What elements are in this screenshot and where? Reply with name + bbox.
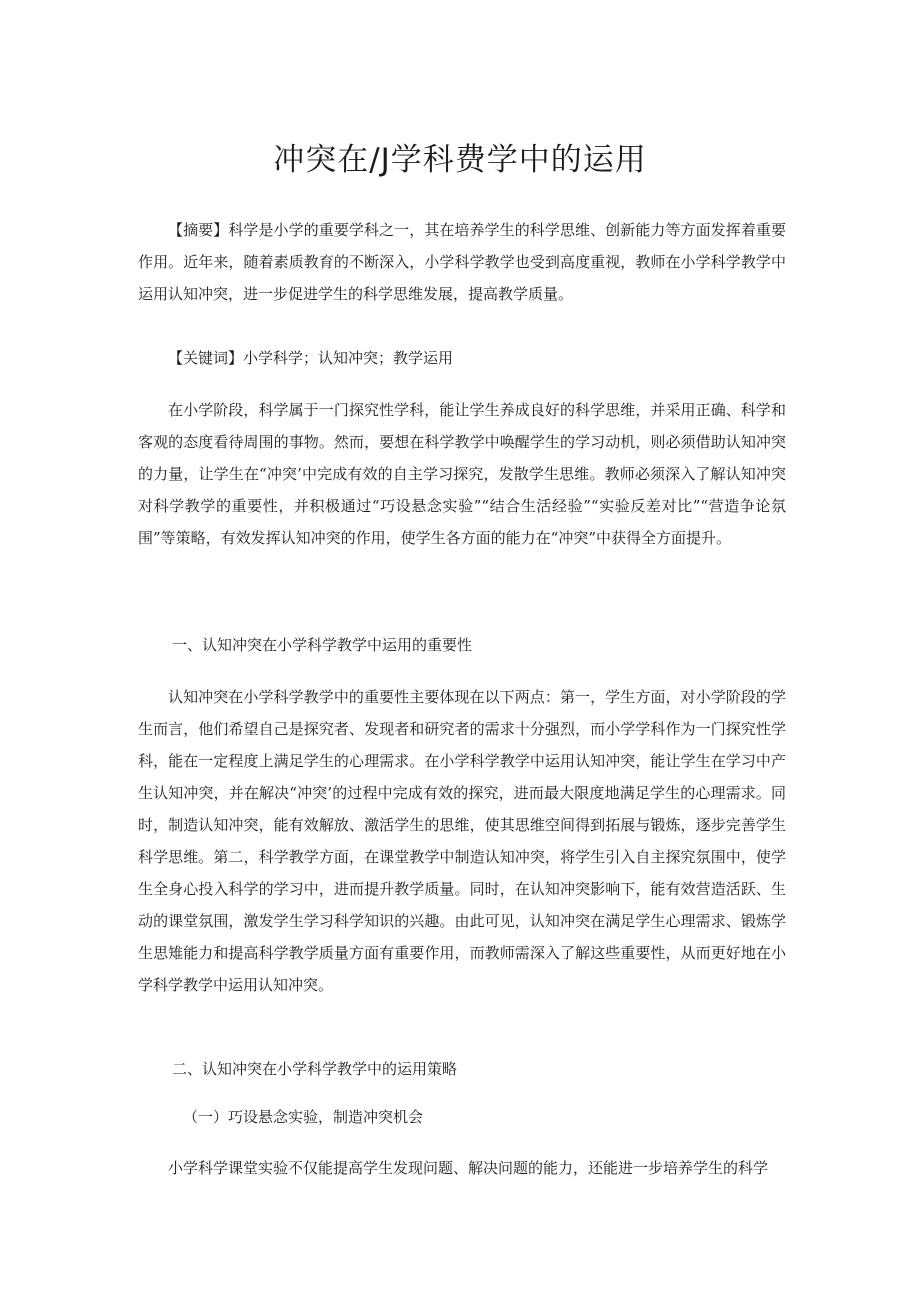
- keywords-label: 【关键词】: [168, 349, 244, 367]
- section2-heading: 二、认知冲突在小学科学教学中的运用策略: [172, 1060, 458, 1078]
- section2-subheading: （一）巧设悬念实验，制造冲突机会: [183, 1108, 424, 1126]
- section1-paragraph: 认知冲突在小学科学教学中的重要性主要体现在以下两点：第一，学生方面，对小学阶段的学生而言，他们希望自己是探究者、发现者和研究者的需求十分强烈，而小学学科作为一门探究性学科，能在一定程度上满足学生的心理需求。在小学科学教学中运用认知冲突，能让学生在学习中产生认知冲突，并在解决“冲突’的过程中完成有效的探究，进而最大限度地满足学生的心理需求。同时，制造认知冲突，能有效解放、激活学生的思维，使其思维空间得到拓展与锻炼，逐步完善学生科学思维。第二，科学教学方面，在课堂教学中制造认知冲突，将学生引入自主探究氛围中，使学生全身心投入科学的学习中，进而提升教学质量。同时，在认知冲突影响下，能有效营造活跃、生动的课堂氛围，激发学生学习科学知识的兴趣。由此可见，认知冲突在满足学生心理需求、锻炼学生思雉能力和提高科学教学质量方面有重要作用，而教师需深入了解这些重要性，从而更好地在小学科学教学中运用认知冲突。: [138, 688, 786, 994]
- section1-paragraph-block: [138, 681, 786, 1001]
- intro-paragraph-block: [138, 394, 786, 554]
- keywords-block: [138, 342, 786, 374]
- intro-paragraph: 在小学阶段，科学属于一门探究性学科，能让学生养成良好的科学思维，并采用正确、科学和客观的态度看待周围的事物。然而，要想在科学教学中唤醒学生的学习动机，则必须借助认知冲突的力量，让学生在“冲突’中完成有效的自主学习探究，发散学生思维。教师必须深入了解认知冲突对科学教学的重要性，并积极通过“巧设悬念实验”“结合生活经验”“实验反差对比”“营造争论氛围”等策略，有效发挥认知冲突的作用，使学生各方面的能力在“冲突”中获得全方面提升。: [138, 401, 786, 547]
- document-title: 冲突在/J学科费学中的运用: [273, 142, 647, 178]
- abstract-label: 【摘要】: [168, 221, 229, 239]
- section1-heading: 一、认知冲突在小学科学教学中运用的重要性: [172, 636, 473, 654]
- section2-paragraph-block: [138, 1152, 786, 1184]
- keywords-text: 小学科学；认知冲突；教学运用: [243, 349, 454, 367]
- abstract-text: 科学是小学的重要学科之一，其在培养学生的科学思维、创新能力等方面发挥着重要作用。近年来，随着素质教育的不断深入，小学科学教学也受到高度重视，教师在小学科学教学中运用认知冲突，进一步促进学生的科学思维发展，提高教学质量。: [138, 221, 786, 303]
- section2-paragraph-start: 小学科学课堂实验不仅能提高学生发现问题、解决问题的能力，还能进一步培养学生的科学: [168, 1159, 769, 1177]
- abstract-block: [138, 214, 786, 310]
